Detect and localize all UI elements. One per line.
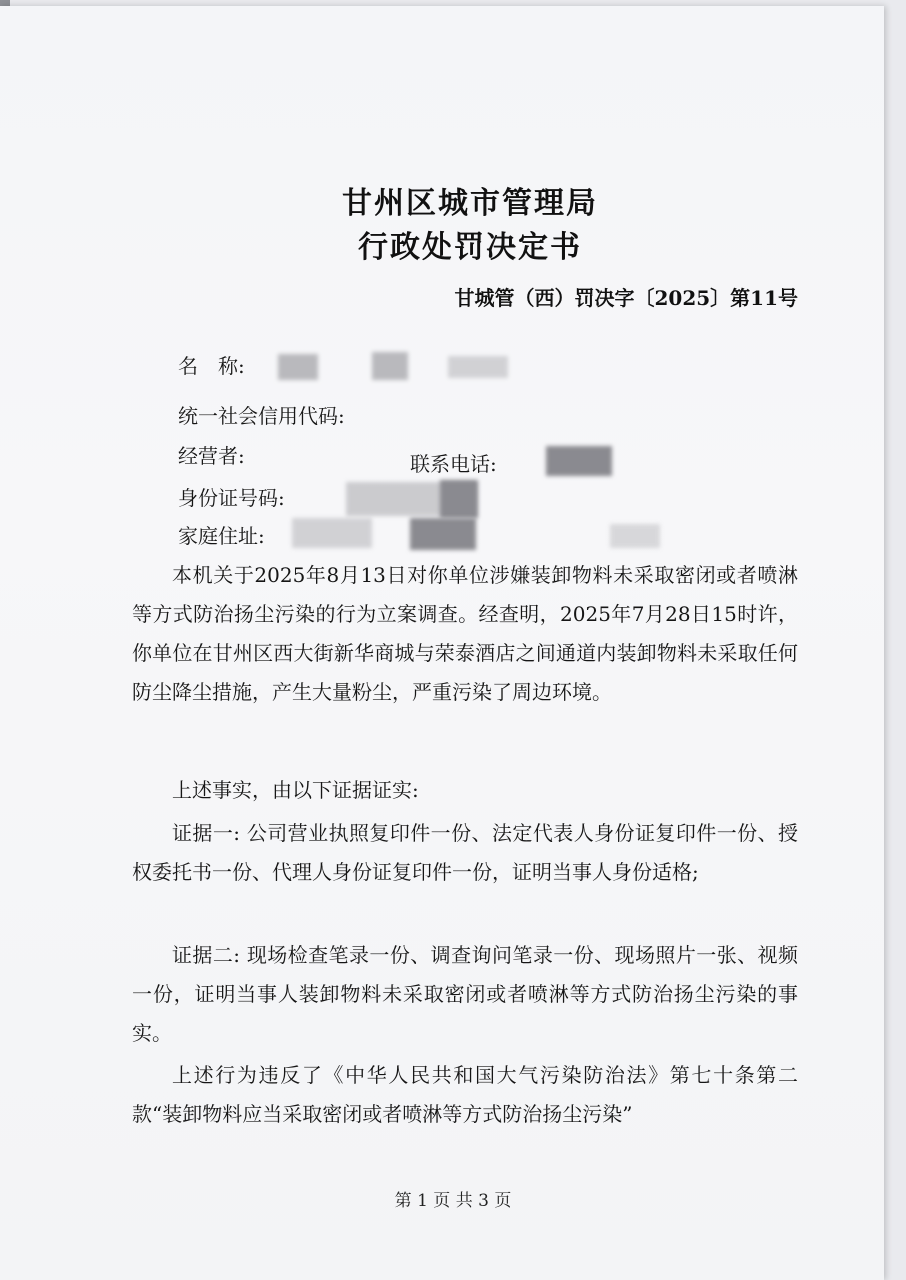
redaction-block [292,518,372,548]
operator-label: 经营者: [178,444,245,468]
credit-code-label: 统一社会信用代码: [178,404,345,428]
id-number-label: 身份证号码: [178,486,285,510]
redaction-block [546,446,612,476]
document-page [0,6,884,1280]
body-paragraph: 本机关于2025年8月13日对你单位涉嫌装卸物料未采取密闭或者喷淋等方式防治扬尘污染的行为立案调查。经查明，2025年7月28日15时许，你单位在甘州区西大街新华商城与荣泰酒店之间通道内装卸物料未采取任何防尘降尘措施，产生大量粉尘，严重污染了周边环境。 [132,563,798,704]
redaction-block [448,356,508,378]
address-label: 家庭住址: [178,524,265,548]
redaction-block [440,480,478,518]
evidence-paragraph: 证据一: 公司营业执照复印件一份、法定代表人身份证复印件一份、授权委托书一份、代理人身份证复印件一份，证明当事人身份适格; [132,821,798,884]
page-number: 第 1 页 共 3 页 [394,1191,512,1211]
name-label: 名 称: [178,354,245,378]
document-title-agency: 甘州区城市管理局 [342,186,598,221]
redaction-block [410,518,476,550]
redaction-block [372,352,408,380]
redaction-block [278,354,318,380]
body-paragraph: 上述事实，由以下证据证实: [172,778,419,802]
document-title-type: 行政处罚决定书 [358,230,582,265]
redaction-block [610,524,660,548]
document-number: 甘城管（西）罚决字〔2025〕第11号 [454,286,798,310]
body-paragraph: 上述行为违反了《中华人民共和国大气污染防治法》第七十条第二款“装卸物料应当采取密闭或者喷淋等方式防治扬尘污染” [132,1063,798,1126]
evidence-paragraph: 证据二: 现场检查笔录一份、调查询问笔录一份、现场照片一张、视频一份，证明当事人装卸物料未采取密闭或者喷淋等方式防治扬尘污染的事实。 [132,943,798,1045]
phone-label: 联系电话: [410,452,497,476]
